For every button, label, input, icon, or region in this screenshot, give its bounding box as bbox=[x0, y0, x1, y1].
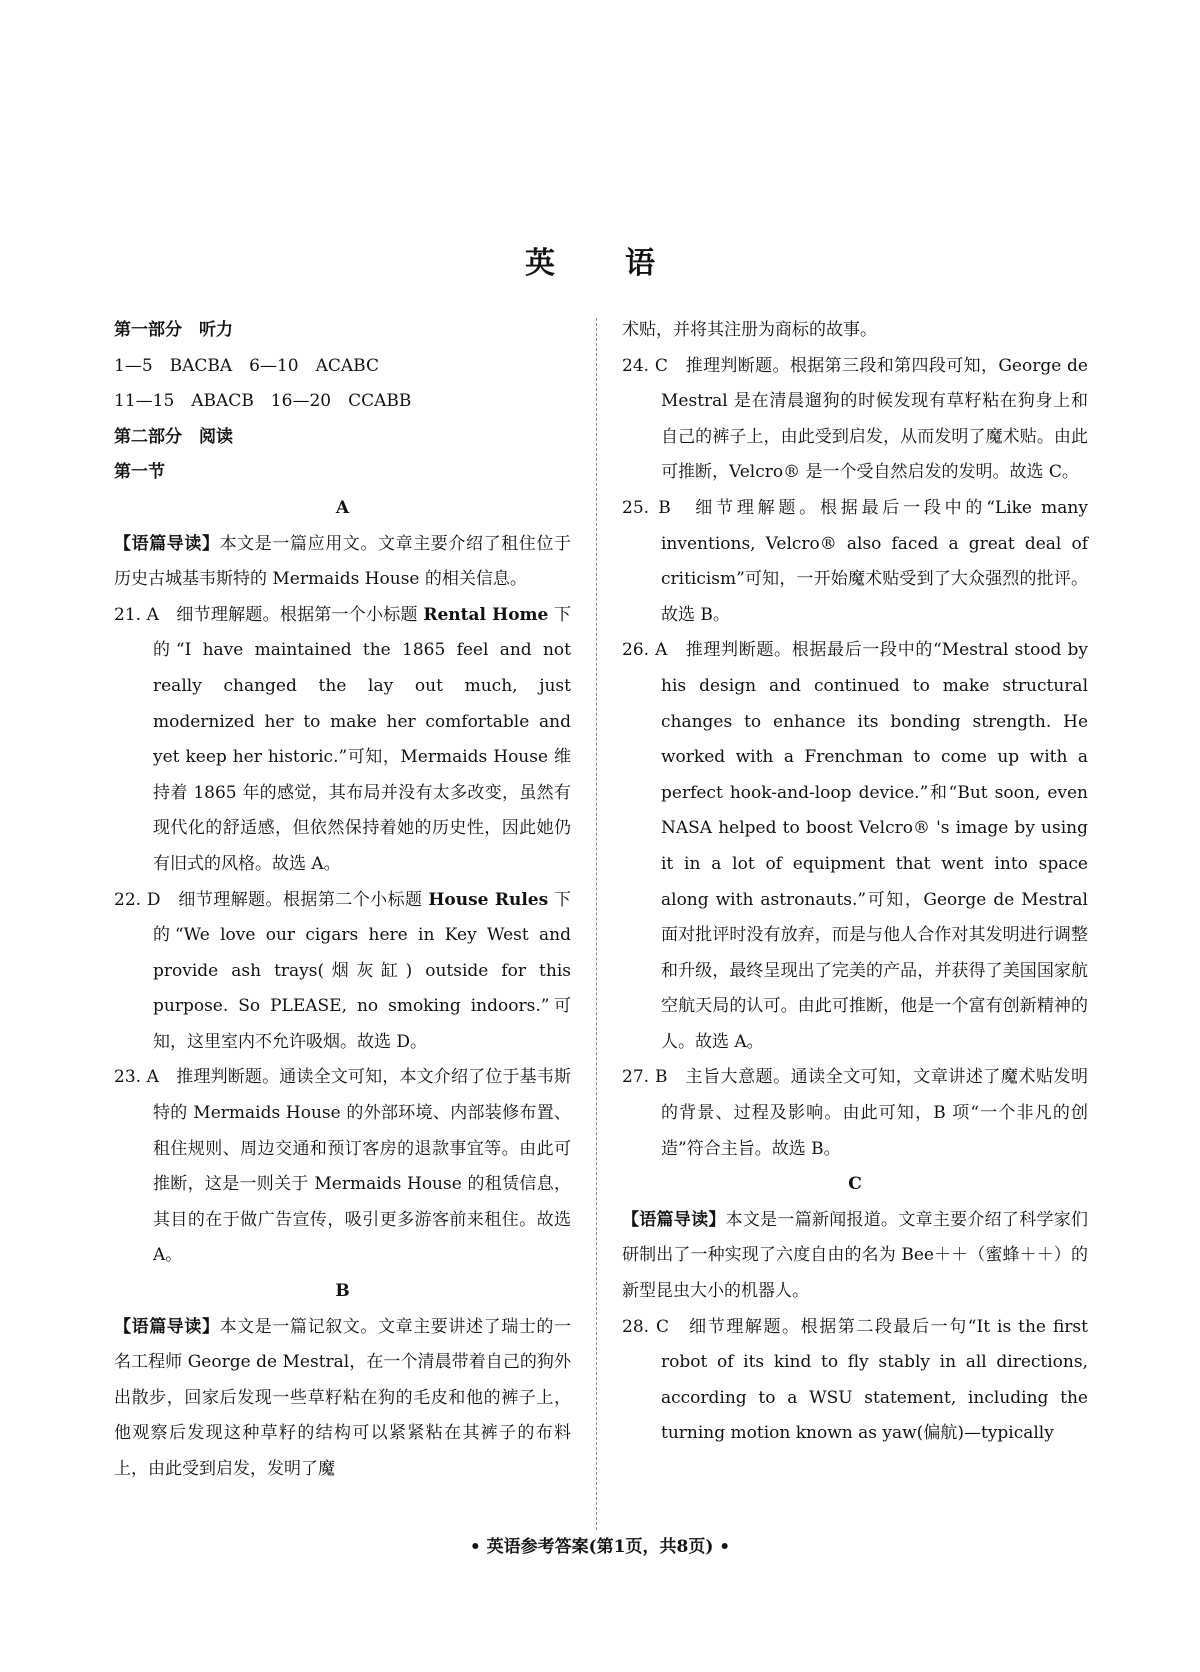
guide-a-text: 本文是一篇应用文。文章主要介绍了租住位于历史古城基韦斯特的 Mermaids House 的相关信息。 bbox=[114, 533, 572, 590]
q24-number: 24. C bbox=[622, 355, 668, 376]
part2-heading: 第二部分 阅读 bbox=[114, 426, 233, 447]
q21-bold: Rental Home bbox=[423, 604, 549, 625]
answer-27 bbox=[622, 1060, 1088, 1167]
guide-tag: 【语篇导读】 bbox=[114, 533, 220, 554]
q22-number: 22. D bbox=[114, 889, 161, 910]
q21-number: 21. A bbox=[114, 604, 159, 625]
q22-post: 下的“We love our cigars here in Key West and provide ash trays(烟灰缸) outside for this purpose. So PLEASE, no smoking indoors.”可知，这里室内不允许吸烟。故选 D。 bbox=[153, 889, 572, 1052]
q22-pre: 细节理解题。根据第二个小标题 bbox=[160, 889, 429, 910]
q26-number: 26. A bbox=[622, 640, 668, 661]
part1-heading: 第一部分 听力 bbox=[114, 320, 233, 340]
q28-text: 细节理解题。根据第二段最后一句“It is the first robot of its kind to fly stably in all directions, according to a WSU statement, including the turning motion known as yaw(偏航)—typically bbox=[661, 1316, 1088, 1444]
q27-number: 27. B bbox=[622, 1067, 668, 1088]
page-title: 英 语 bbox=[525, 246, 675, 281]
guide-tag: 【语篇导读】 bbox=[622, 1209, 726, 1230]
section1-heading: 第一节 bbox=[114, 462, 165, 483]
guide-b-continued: 术贴，并将其注册为商标的故事。 bbox=[622, 320, 877, 340]
q21-pre: 细节理解题。根据第一个小标题 bbox=[158, 604, 424, 625]
guide-c bbox=[622, 1203, 1088, 1310]
q22-bold: House Rules bbox=[428, 889, 549, 910]
passage-c-label: C bbox=[848, 1174, 862, 1195]
left-column bbox=[114, 313, 571, 1488]
guide-tag: 【语篇导读】 bbox=[114, 1316, 220, 1337]
guide-c-text: 本文是一篇新闻报道。文章主要介绍了科学家们研制出了一种实现了六度自由的名为 Bee＋＋（蜜蜂＋＋）的新型昆虫大小的机器人。 bbox=[622, 1209, 1089, 1302]
answer-23 bbox=[114, 1060, 571, 1274]
q26-text: 推理判断题。根据最后一段中的“Mestral stood by his design and continued to make structural changes to enhance its bonding strength. He worked with a Frenchman to come up with a perfect hook-and-loop device.”和“But soon, even NASA helped to boost Velcro® 's image by using it in a lot of equipment that went into space along with astronauts.”可知，George de Mestral 面对批评时没有放弃，而是与他人合作对其发明进行调整和升级，最终呈现出了完美的产品，并获得了美国国家航空航天局的认可。由此可推断，他是一个富有创新精神的人。故选 A。 bbox=[661, 640, 1088, 1052]
answer-21 bbox=[114, 598, 571, 883]
guide-b-text: 本文是一篇记叙文。文章主要讲述了瑞士的一名工程师 George de Mestral，在一个清晨带着自己的狗外出散步，回家后发现一些草籽粘在狗的毛皮和他的裤子上，他观察后发现这种草籽的结构可以紧紧粘在其裤子的布料上，由此受到启发，发明了魔 bbox=[114, 1316, 572, 1479]
q25-text: 细节理解题。根据最后一段中的“Like many inventions, Velcro® also faced a great deal of criticism”可知，一开始魔术贴受到了大众强烈的批评。故选 B。 bbox=[661, 497, 1088, 625]
answer-22 bbox=[114, 883, 571, 1061]
answer-25 bbox=[622, 491, 1088, 633]
column-divider bbox=[596, 318, 597, 1530]
guide-a bbox=[114, 527, 571, 598]
answer-24 bbox=[622, 349, 1088, 491]
q21-post: 下的“I have maintained the 1865 feel and not really changed the lay out much, just modernized her to make her comfortable and yet keep her historic.”可知，Mermaids House 维持着 1865 年的感觉，其布局并没有太多改变，虽然有现代化的舒适感，但依然保持着她的历史性，因此她仍有旧式的风格。故选 A。 bbox=[153, 604, 571, 874]
q28-number: 28. C bbox=[622, 1316, 670, 1337]
q23-number: 23. A bbox=[114, 1067, 159, 1088]
q25-number: 25. B bbox=[622, 497, 671, 518]
answer-line-2: 11—15 ABACB 16—20 CCABB bbox=[114, 391, 412, 412]
page-footer: • 英语参考答案(第1页，共8页) • bbox=[469, 1537, 731, 1557]
passage-a-label: A bbox=[335, 497, 350, 518]
guide-b bbox=[114, 1310, 571, 1488]
q23-text: 推理判断题。通读全文可知，本文介绍了位于基韦斯特的 Mermaids House 的外部环境、内部装修布置、租住规则、周边交通和预订客房的退款事宜等。由此可推断，这是一则关于 Mermaids House 的租赁信息，其目的在于做广告宣传，吸引更多游客前来租住。故选 A。 bbox=[153, 1067, 571, 1266]
right-column bbox=[622, 313, 1088, 1452]
answer-26 bbox=[622, 633, 1088, 1060]
answer-28 bbox=[622, 1310, 1088, 1452]
passage-b-label: B bbox=[335, 1281, 350, 1302]
q24-text: 推理判断题。根据第三段和第四段可知，George de Mestral 是在清晨遛狗的时候发现有草籽粘在狗身上和自己的裤子上，由此受到启发，从而发明了魔术贴。由此可推断，Velcro® 是一个受自然启发的发明。故选 C。 bbox=[661, 355, 1088, 483]
answer-line-1: 1—5 BACBA 6—10 ACABC bbox=[114, 355, 380, 376]
q27-text: 主旨大意题。通读全文可知，文章讲述了魔术贴发明的背景、过程及影响。由此可知，B 项“一个非凡的创造”符合主旨。故选 B。 bbox=[661, 1067, 1089, 1159]
